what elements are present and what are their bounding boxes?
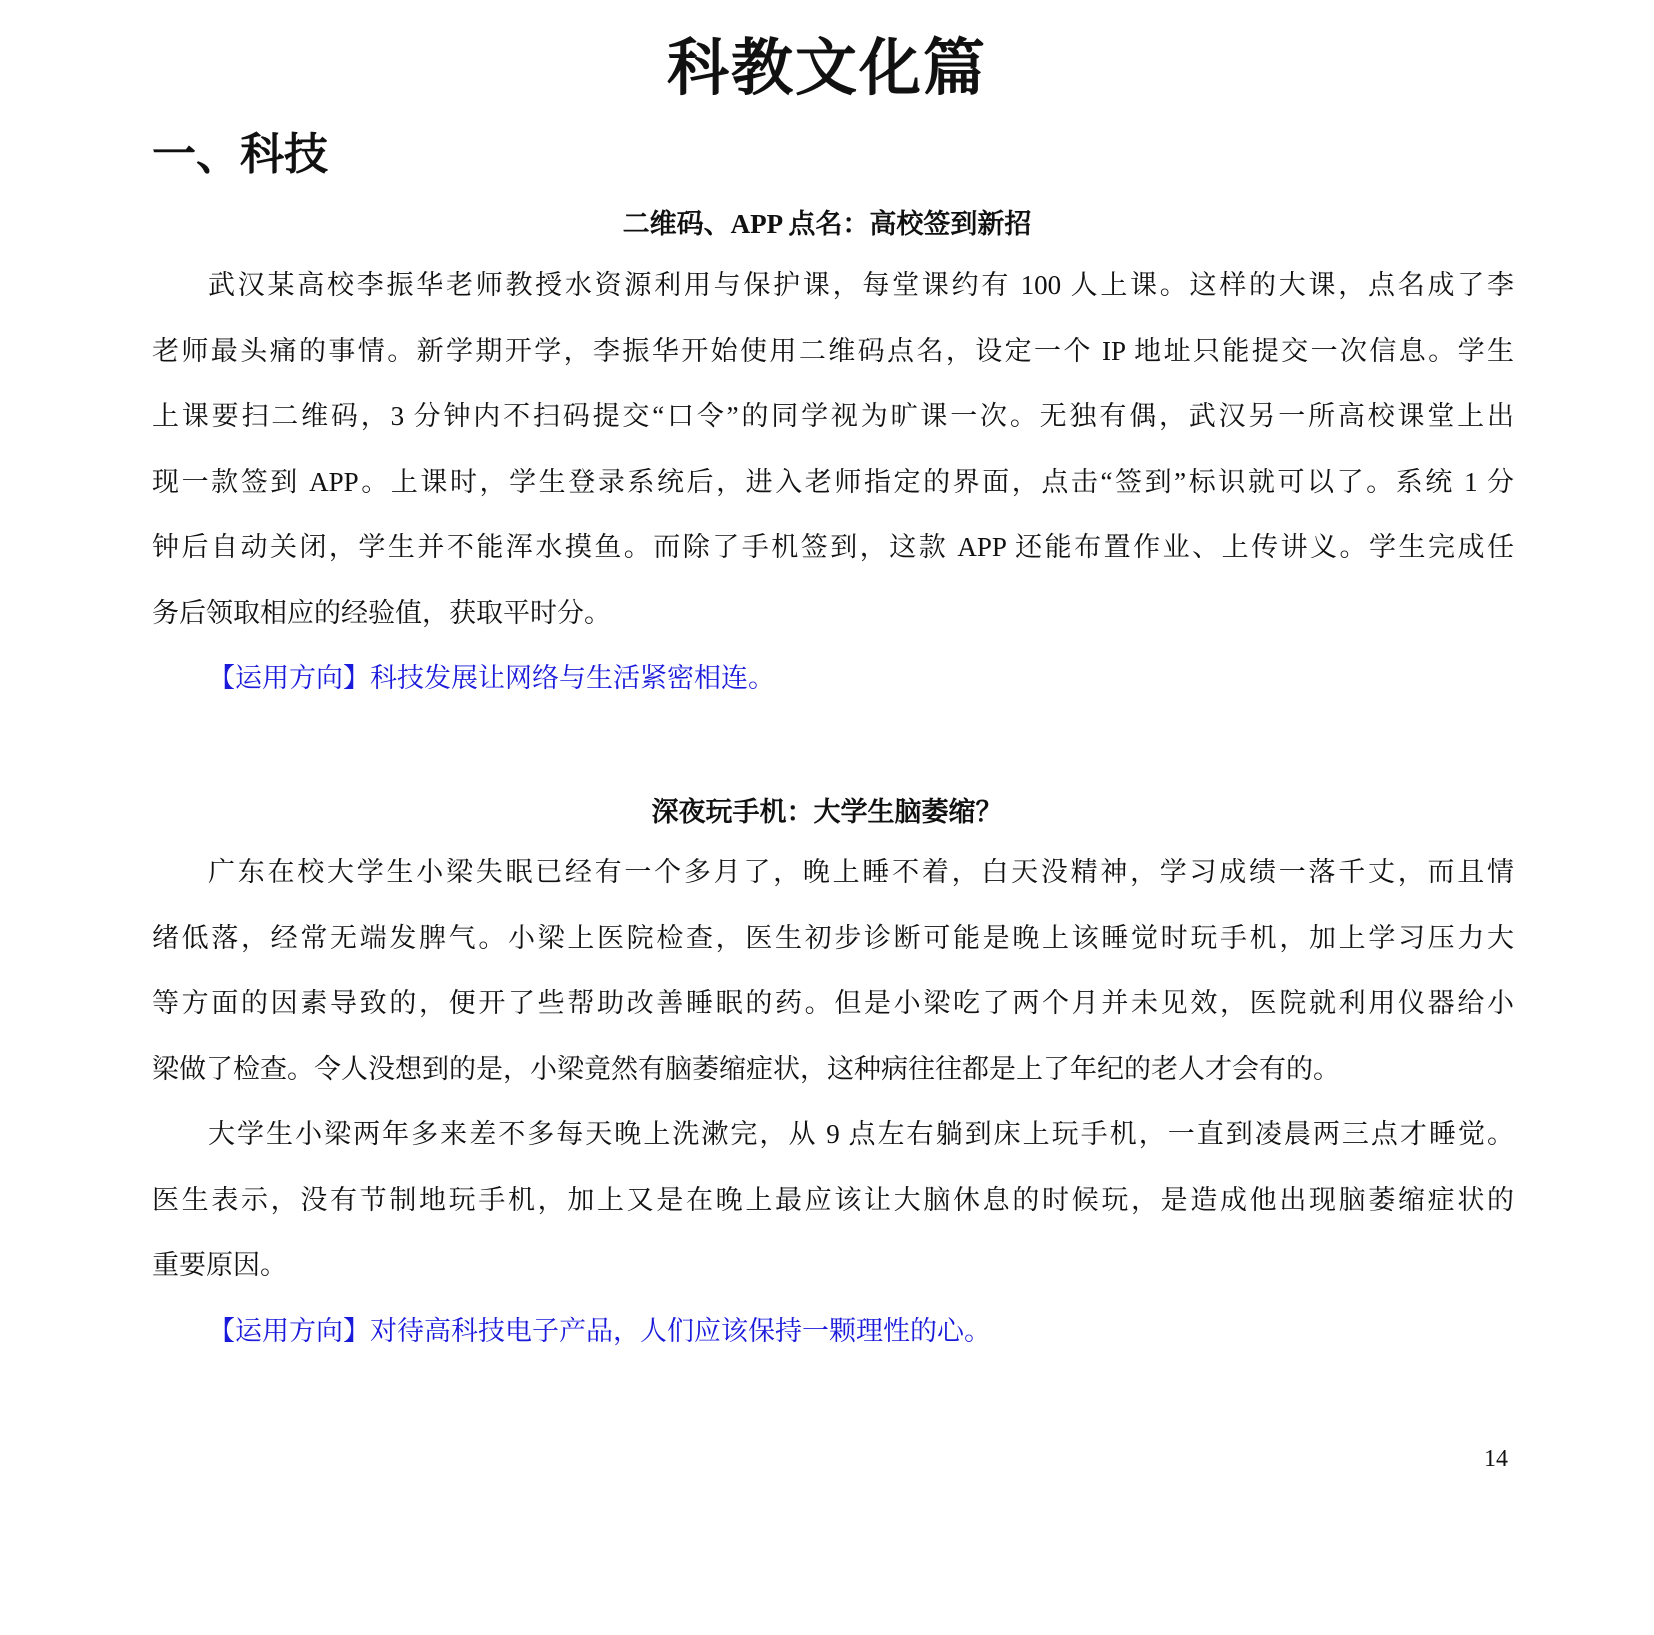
body-line: 现一款签到 APP。上课时，学生登录系统后，进入老师指定的界面，点击“签到”标识就可以了。系统 1 分 xyxy=(152,466,1514,497)
application-note: 【运用方向】对待高科技电子产品，人们应该保持一颗理性的心。 xyxy=(208,1315,991,1346)
body-line: 绪低落，经常无端发脾气。小梁上医院检查，医生初步诊断可能是晚上该睡觉时玩手机，加上学习压力大 xyxy=(152,922,1514,953)
body-line: 上课要扫二维码，3 分钟内不扫码提交“口令”的同学视为旷课一次。无独有偶，武汉另一所高校课堂上出 xyxy=(152,401,1514,431)
page-title: 科教文化篇 xyxy=(666,35,987,103)
article-heading: 二维码、APP 点名：高校签到新招 xyxy=(622,209,1032,239)
body-line: 武汉某高校李振华老师教授水资源利用与保护课，每堂课约有 100 人上课。这样的大课，点名成了李 xyxy=(208,270,1514,300)
section-heading: 一、科技 xyxy=(152,130,328,179)
article-body xyxy=(152,253,1514,712)
body-line: 医生表示，没有节制地玩手机，加上又是在晚上最应该让大脑休息的时候玩，是造成他出现脑萎缩症状的 xyxy=(152,1184,1514,1215)
body-line: 重要原因。 xyxy=(152,1250,287,1280)
article-body xyxy=(152,840,1514,1364)
body-line: 大学生小梁两年多来差不多每天晚上洗漱完，从 9 点左右躺到床上玩手机，一直到凌晨两三点才睡觉。 xyxy=(208,1119,1514,1149)
body-line: 务后领取相应的经验值，获取平时分。 xyxy=(152,597,611,628)
body-line: 老师最头痛的事情。新学期开学，李振华开始使用二维码点名，设定一个 IP 地址只能提交一次信息。学生 xyxy=(152,335,1514,366)
body-line: 等方面的因素导致的，便开了些帮助改善睡眠的药。但是小梁吃了两个月并未见效，医院就利用仪器给小 xyxy=(152,988,1514,1018)
body-line: 梁做了检查。令人没想到的是，小梁竟然有脑萎缩症状，这种病往往都是上了年纪的老人才会有的。 xyxy=(152,1053,1340,1084)
application-note: 【运用方向】科技发展让网络与生活紧密相连。 xyxy=(208,663,775,693)
body-line: 钟后自动关闭，学生并不能浑水摸鱼。而除了手机签到，这款 APP 还能布置作业、上传讲义。学生完成任 xyxy=(152,532,1514,562)
article-heading: 深夜玩手机：大学生脑萎缩？ xyxy=(651,797,1003,827)
body-line: 广东在校大学生小梁失眠已经有一个多月了，晚上睡不着，白天没精神，学习成绩一落千丈，而且情 xyxy=(208,857,1514,887)
page-number: 14 xyxy=(1484,1446,1508,1472)
